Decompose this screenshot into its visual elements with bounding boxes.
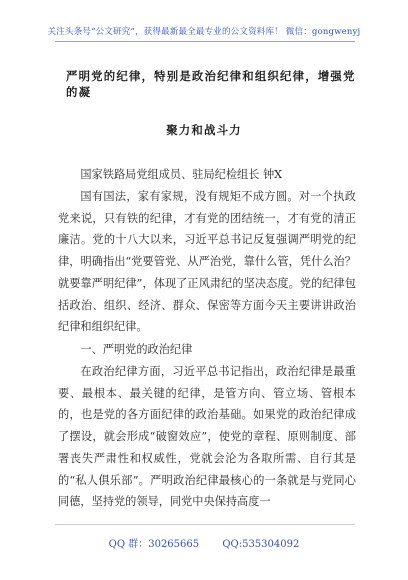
section-heading-1: 一、严明党的政治纪律 — [80, 343, 193, 356]
footer-qq-contact: QQ:535304092 — [222, 539, 300, 550]
page-header — [0, 0, 408, 48]
header-divider — [55, 41, 355, 42]
document-title-line-1: 严明党的纪律，特别是政治纪律和组织纪律，增强党的凝 — [66, 69, 356, 99]
document-title-line-2: 聚力和战斗力 — [166, 123, 242, 137]
body-paragraph-1: 国有国法，家有家规，没有规矩不成方圆。对一个执政党来说，只有铁的纪律，才有党的团结统一，才有党的清正廉洁。党的十八大以来，习近平总书记反复强调严明党的纪律，明确指出“党要管党、从严治党，靠什么管，凭什么治？就要靠严明纪律”，体现了正风肃纪的坚决态度。党的纪律包括政治、组织、经济、群众、保密等方面今天主要讲讲政治纪律和组织纪律。 — [58, 190, 356, 334]
body-paragraph-2: 在政治纪律方面，习近平总书记指出，政治纪律是最重要、最根本、最关键的纪律，是管方向、管立场、管根本的，也是党的各方面纪律的政治基础。如果党的政治纪律成了摆设，就会形成“破窗效应”，使党的章程、原则制度、部署丧失严肃性和权威性，党就会沦为各取所需、自行其是的“私人俱乐部”。严明政治纪律最核心的一条就是与党同心同德，坚持党的领导，同党中央保持高度一 — [58, 365, 356, 509]
page-footer — [0, 535, 408, 550]
author-line: 国家铁路局党组成员、驻局纪检组长 钟X — [80, 168, 283, 181]
footer-qq-group: QQ 群：30265665 — [108, 539, 200, 550]
footer-divider — [55, 524, 355, 525]
header-notice: 关注头条号“公文研究”，获得最新最全最专业的公文资料库！ 微信：gongwenyj — [47, 27, 361, 37]
